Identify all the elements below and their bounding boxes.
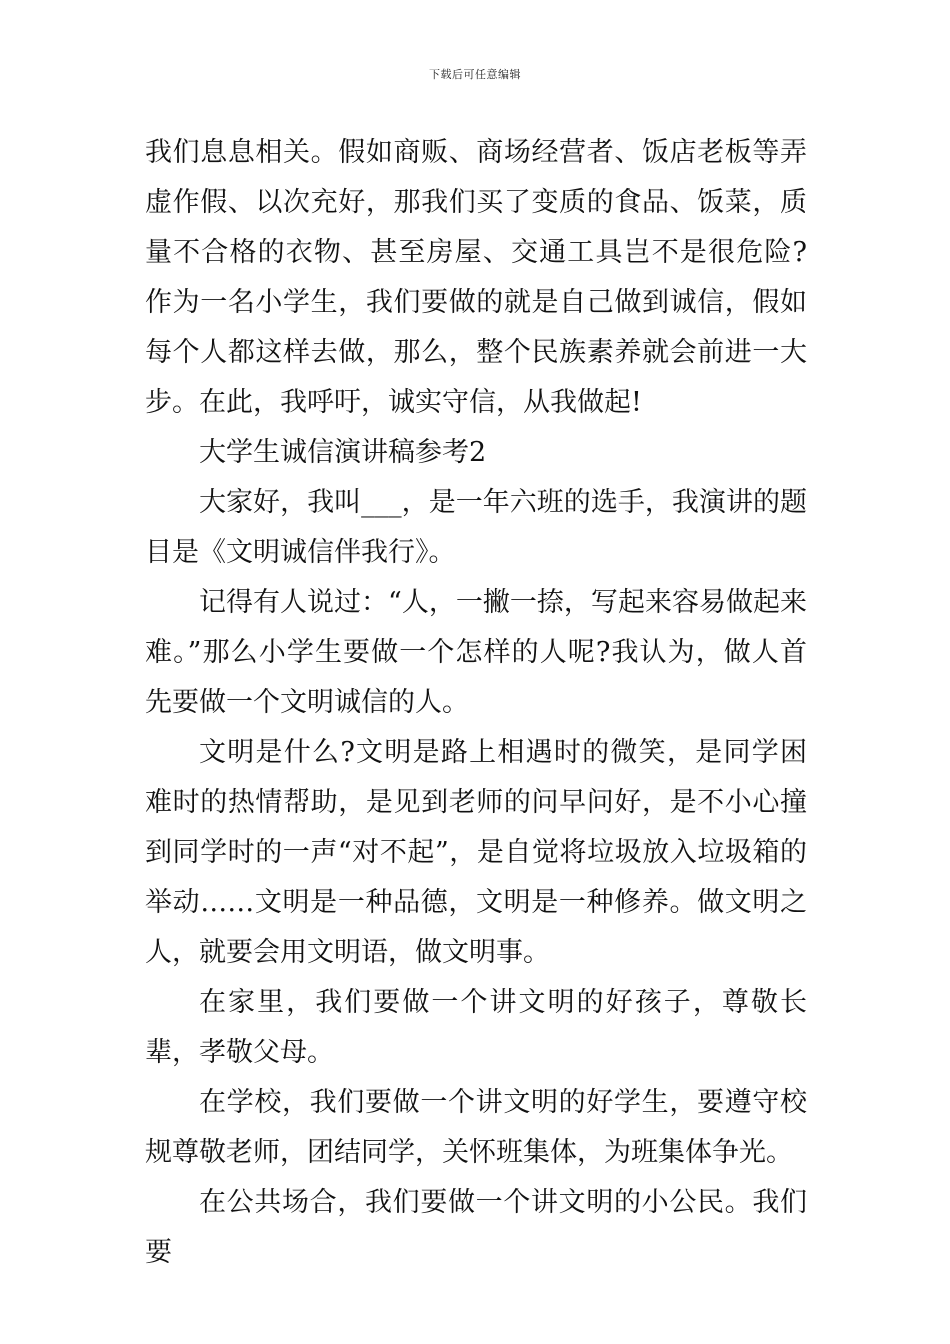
paragraph-home: 在家里，我们要做一个讲文明的好孩子，尊敬长辈，孝敬父母。 bbox=[145, 987, 807, 1068]
page-header-note: 下载后可任意编辑 bbox=[429, 68, 521, 81]
paragraph-continuation: 我们息息相关。假如商贩、商场经营者、饭店老板等弄虚作假、以次充好，那我们买了变质的食品、饭菜，质量不合格的衣物、甚至房屋、交通工具岂不是很危险?作为一名小学生，我们要做的就是自己做到诚信，假如每个人都这样去做，那么，整个民族素养就会前进一大步。在此，我呼吁，诚实守信，从我做起! bbox=[145, 137, 807, 418]
paragraph-public: 在公共场合，我们要做一个讲文明的小公民。我们要 bbox=[145, 1187, 807, 1268]
paragraph-quote: 记得有人说过：“人，一撇一捺，写起来容易做起来难。”那么小学生要做一个怎样的人呢?我认为，做人首先要做一个文明诚信的人。 bbox=[145, 587, 807, 718]
document-body bbox=[145, 128, 807, 1278]
paragraph-civility: 文明是什么?文明是路上相遇时的微笑，是同学困难时的热情帮助，是见到老师的问早问好，是不小心撞到同学时的一声“对不起”，是自觉将垃圾放入垃圾箱的举动……文明是一种品德，文明是一种修养。做文明之人，就要会用文明语，做文明事。 bbox=[145, 737, 807, 968]
section-title: 大学生诚信演讲稿参考2 bbox=[199, 437, 487, 468]
paragraph-school: 在学校，我们要做一个讲文明的好学生，要遵守校规尊敬老师，团结同学，关怀班集体，为班集体争光。 bbox=[145, 1087, 807, 1168]
paragraph-greeting: 大家好，我叫___，是一年六班的选手，我演讲的题目是《文明诚信伴我行》。 bbox=[145, 487, 807, 568]
